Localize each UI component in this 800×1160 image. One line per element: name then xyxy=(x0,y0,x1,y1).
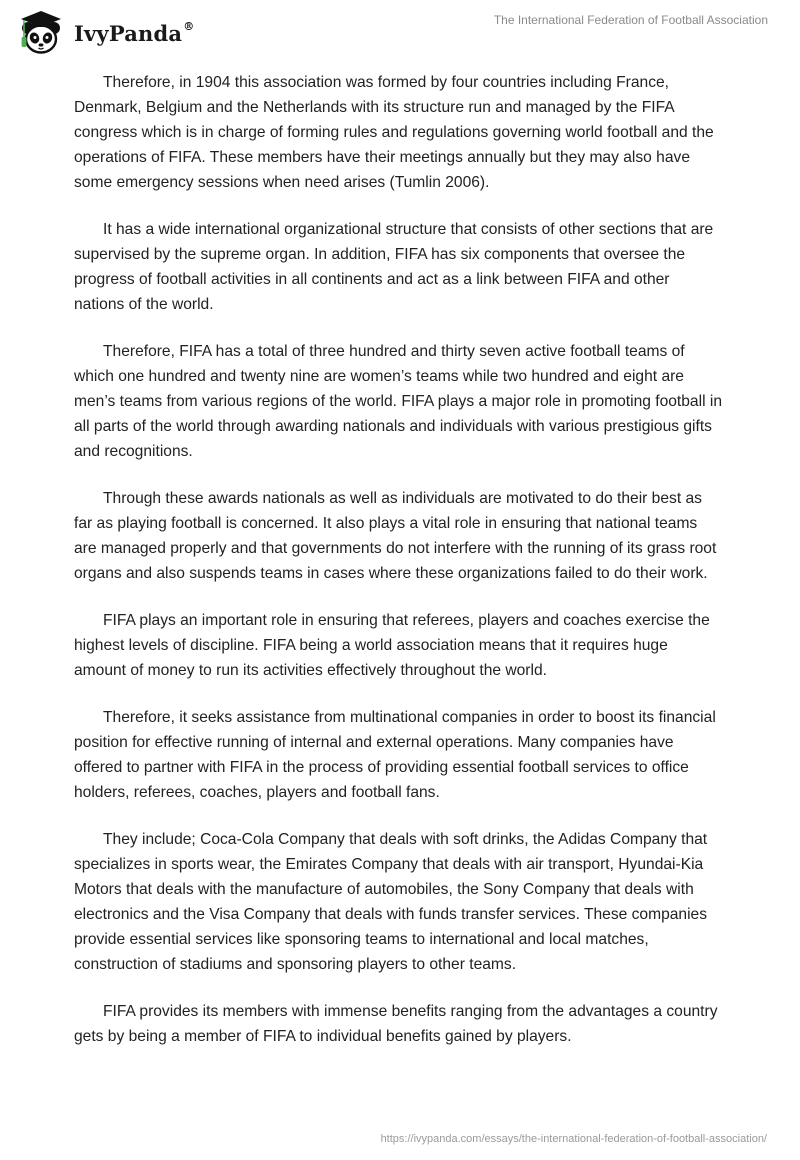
paragraph-5: FIFA plays an important role in ensuring that referees, players and coaches exercise the highest levels of discipline. FIFA being a world association means that it requires huge amount of money to run its activities effectively throughout the world. xyxy=(74,612,710,679)
paragraph-2: It has a wide international organizational structure that consists of other sections that are supervised by the supreme organ. In addition, FIFA has six components that oversee the progress of football activities in all continents and act as a link between FIFA and other nations of the world. xyxy=(74,221,714,313)
page-header xyxy=(0,0,800,60)
paragraph-7: They include; Coca-Cola Company that deals with soft drinks, the Adidas Company that specializes in sports wear, the Emirates Company that deals with air transport, Hyundai-Kia Motors that deals with the manufacture of automobiles, the Sony Company that deals with electronics and the Visa Company that deals with funds transfer services. These companies provide essential services like sponsoring teams to international and local matches, construction of stadiums and sponsoring players to other teams. xyxy=(74,831,708,973)
paragraph-6: Therefore, it seeks assistance from multinational companies in order to boost its financial position for effective running of internal and external operations. Many companies have offered to partner with FIFA in the process of providing essential football services to office holders, referees, coaches, players and football fans. xyxy=(74,709,716,801)
panda-graduate-icon xyxy=(14,8,68,56)
essay-body xyxy=(74,70,724,1071)
brand-logo[interactable] xyxy=(14,8,194,56)
paragraph-8: FIFA provides its members with immense benefits ranging from the advantages a country gets by being a member of FIFA to individual benefits gained by players. xyxy=(74,1003,718,1045)
paragraph-3: Therefore, FIFA has a total of three hundred and thirty seven active football teams of which one hundred and twenty nine are women’s teams while two hundred and eight are men’s teams from various regions of the world. FIFA plays a major role in promoting football in all parts of the world through awarding nationals and individuals with various prestigious gifts and recognitions. xyxy=(74,343,723,460)
registered-mark: ® xyxy=(183,19,195,33)
paragraph-4: Through these awards nationals as well as individuals are motivated to do their best as far as playing football is concerned. It also plays a vital role in ensuring that national teams are managed properly and that governments do not interfere with the running of its grass root organs and also suspends teams in cases where these organizations failed to do their work. xyxy=(74,490,717,582)
paragraph-1: Therefore, in 1904 this association was formed by four countries including France, Denmark, Belgium and the Netherlands with its structure run and managed by the FIFA congress which is in charge of forming rules and regulations governing world football and the operations of FIFA. These members have their meetings annually but they may also have some emergency sessions when need arises (Tumlin 2006). xyxy=(74,74,714,191)
source-url-link[interactable]: https://ivypanda.com/essays/the-international-federation-of-football-association/ xyxy=(380,1133,767,1145)
document-title: The International Federation of Football Association xyxy=(493,13,768,27)
brand-name: IvyPanda® xyxy=(74,19,195,46)
